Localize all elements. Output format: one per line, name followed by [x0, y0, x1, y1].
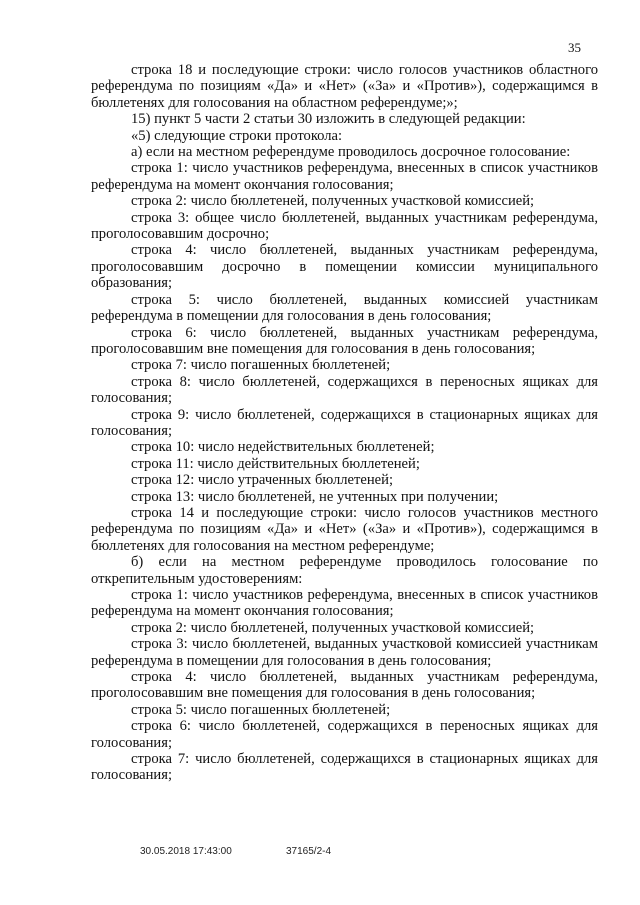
paragraph: строка 13: число бюллетеней, не учтенных при получении; [131, 488, 499, 505]
paragraph: строка 1: число участников референдума, внесенных в список участников референдума на момент окончания голосования; [91, 160, 598, 193]
document-body [91, 62, 598, 784]
paragraph: строка 5: число бюллетеней, выданных комиссией участникам референдума в помещении для голосования в день голосования; [91, 291, 598, 325]
paragraph: строка 11: число действительных бюллетеней; [131, 455, 420, 472]
paragraph: строка 6: число бюллетеней, содержащихся в переносных ящиках для голосования; [91, 718, 598, 751]
page-number: 35 [568, 40, 581, 55]
paragraph: б) если на местном референдуме проводилось голосование по открепительным удостоверениям: [91, 554, 598, 587]
footer-timestamp: 30.05.2018 17:43:00 [140, 846, 232, 857]
paragraph: строка 3: общее число бюллетеней, выданных участникам референдума, проголосовавшим досрочно; [91, 209, 598, 243]
footer-reference: 37165/2-4 [286, 846, 332, 857]
paragraph: 15) пункт 5 части 2 статьи 30 изложить в следующей редакции: [131, 111, 526, 128]
paragraph: строка 5: число погашенных бюллетеней; [131, 701, 391, 718]
paragraph: строка 10: число недействительных бюллетеней; [131, 439, 435, 456]
paragraph: а) если на местном референдуме проводилось досрочное голосование: [131, 144, 571, 161]
paragraph: строка 7: число бюллетеней, содержащихся в стационарных ящиках для голосования; [91, 751, 598, 784]
paragraph: строка 14 и последующие строки: число голосов участников местного референдума по позициям «Да» и «Нет» («За» и «Против»), содержащимся в бюллетенях для голосования на местном референдуме; [91, 504, 598, 554]
paragraph: строка 3: число бюллетеней, выданных участковой комиссией участникам референдума в помещении для голосования в день голосования; [91, 636, 598, 669]
paragraph: строка 6: число бюллетеней, выданных участникам референдума, проголосовавшим вне помещения для голосования в день голосования; [91, 324, 598, 357]
paragraph: строка 12: число утраченных бюллетеней; [131, 472, 394, 489]
paragraph: строка 8: число бюллетеней, содержащихся в переносных ящиках для голосования; [91, 373, 598, 407]
paragraph: строка 1: число участников референдума, внесенных в список участников референдума на момент окончания голосования; [91, 587, 598, 620]
paragraph: строка 18 и последующие строки: число голосов участников областного референдума по позициям «Да» и «Нет» («За» и «Против»), содержащимся в бюллетенях для голосования на областном референдуме;»; [91, 62, 598, 111]
paragraph: «5) следующие строки протокола: [131, 127, 343, 144]
paragraph: строка 4: число бюллетеней, выданных участникам референдума, проголосовавшим досрочно в помещении комиссии муниципального образования; [91, 242, 598, 292]
paragraph: строка 4: число бюллетеней, выданных участникам референдума, проголосовавшим вне помещения для голосования в день голосования; [91, 669, 598, 702]
document-footer [0, 846, 640, 862]
paragraph: строка 7: число погашенных бюллетеней; [131, 357, 391, 374]
paragraph: строка 9: число бюллетеней, содержащихся в стационарных ящиках для голосования; [91, 406, 598, 439]
paragraph: строка 2: число бюллетеней, полученных участковой комиссией; [131, 193, 535, 210]
paragraph: строка 2: число бюллетеней, полученных участковой комиссией; [131, 619, 535, 636]
